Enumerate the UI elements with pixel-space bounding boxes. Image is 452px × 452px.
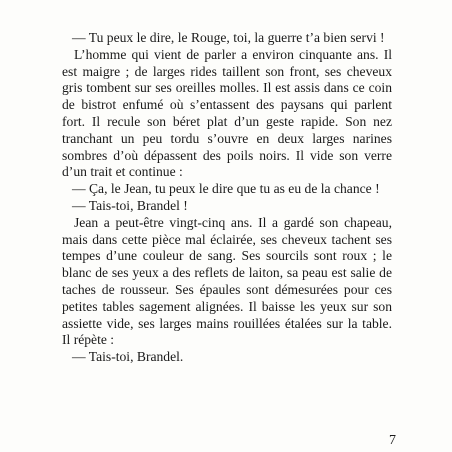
paragraph-dialogue-1: — Tu peux le dire, le Rouge, toi, la guerre t’a bien servi ! [72,30,385,45]
page-number: 7 [389,433,396,448]
paragraph-dialogue-4: — Tais-toi, Brandel. [72,349,184,365]
body-text [62,30,392,366]
paragraph-dialogue-2: — Ça, le Jean, tu peux le dire que tu as eu de la chance ! [72,181,380,197]
paragraph-description-2: Jean a peut-être vingt-cinq ans. Il a gardé son chapeau, mais dans cette pièce mal éclairée, ses cheveux tachent ses tempes d’une couleur de sang. Ses sourcils sont roux ; le blanc de ses yeux a des reflets de laiton, sa peau est salie de taches de rousseur. Ses épaules sont démesurées pour ces petites tables sagement alignées. Il baisse les yeux sur son assiette vide, ses larges mains rouillées étalées sur la table. Il répète : [62,214,392,348]
paragraph-description-1: L’homme qui vient de parler a environ cinquante ans. Il est maigre ; de larges rides taillent son front, ses cheveux gris tombent sur ses oreilles molles. Il est assis dans ce coin de bistrot enfumé où s’entassent des paysans qui parlent fort. Il recule son béret plat d’un geste rapide. Son nez tranchant un peu tordu s’ouvre en deux larges narines sombres d’où dépassent des poils noirs. Il vide son verre d’un trait et continue : [62,46,392,180]
paragraph-dialogue-3: — Tais-toi, Brandel ! [72,197,188,213]
